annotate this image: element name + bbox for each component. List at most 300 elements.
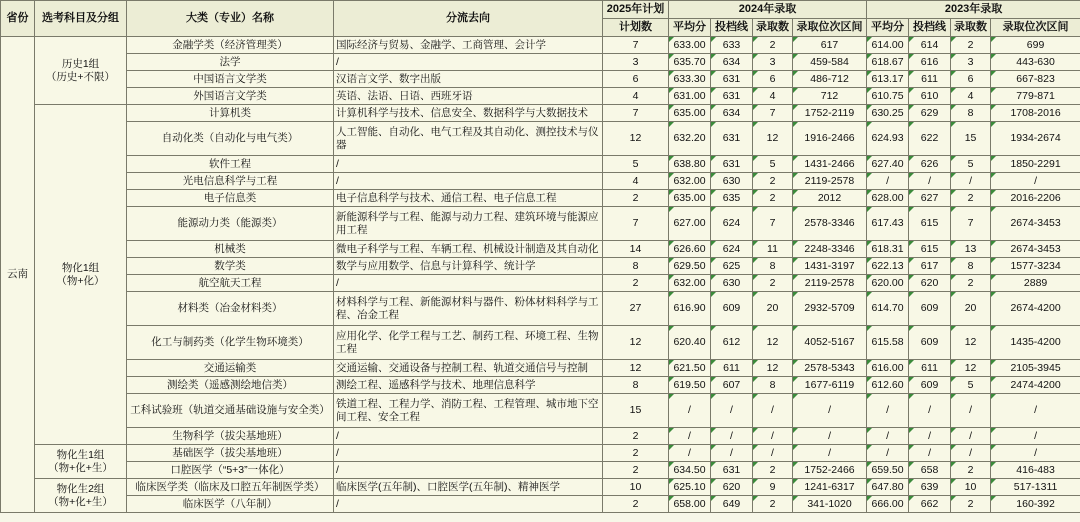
direction-cell: / [334, 275, 603, 292]
direction-cell: / [334, 496, 603, 513]
count-2024-cell: 5 [753, 156, 793, 173]
major-cell: 临床医学类（临床及口腔五年制医学类） [127, 479, 334, 496]
rank-2024-cell: / [793, 394, 867, 428]
table-row [1, 445, 1080, 462]
province-cell: 云南 [1, 37, 35, 513]
table-row [1, 292, 1080, 326]
count-2023-cell: / [951, 394, 991, 428]
direction-cell: / [334, 156, 603, 173]
rank-2024-cell: 1752-2119 [793, 105, 867, 122]
line-2024-cell: 620 [711, 479, 753, 496]
rank-2024-cell: 459-584 [793, 54, 867, 71]
direction-cell: 临床医学(五年制)、口腔医学(五年制)、精神医学 [334, 479, 603, 496]
rank-2024-cell: 2119-2578 [793, 275, 867, 292]
table-row [1, 190, 1080, 207]
rank-2024-cell: 1431-3197 [793, 258, 867, 275]
rank-2024-cell: 712 [793, 88, 867, 105]
rank-2024-cell: 1431-2466 [793, 156, 867, 173]
avg-2024-cell: 638.80 [669, 156, 711, 173]
avg-2024-cell: 619.50 [669, 377, 711, 394]
rank-2023-cell: 2474-4200 [991, 377, 1080, 394]
header-line-2024: 投档线 [711, 19, 753, 37]
avg-2024-cell: 627.00 [669, 207, 711, 241]
plan-count-cell: 8 [603, 258, 669, 275]
rank-2023-cell: 1708-2016 [991, 105, 1080, 122]
avg-2024-cell: / [669, 428, 711, 445]
count-2024-cell: 8 [753, 258, 793, 275]
line-2023-cell: 627 [909, 190, 951, 207]
plan-count-cell: 2 [603, 462, 669, 479]
avg-2023-cell: 666.00 [867, 496, 909, 513]
table-row [1, 258, 1080, 275]
rank-2024-cell: 1752-2466 [793, 462, 867, 479]
avg-2024-cell: 633.30 [669, 71, 711, 88]
rank-2024-cell: 2119-2578 [793, 173, 867, 190]
line-2023-cell: 615 [909, 241, 951, 258]
rank-2024-cell: / [793, 428, 867, 445]
count-2024-cell: 2 [753, 275, 793, 292]
line-2024-cell: / [711, 445, 753, 462]
header-avg-2023: 平均分 [867, 19, 909, 37]
count-2023-cell: 2 [951, 462, 991, 479]
header-plan-count: 计划数 [603, 19, 669, 37]
line-2024-cell: 631 [711, 462, 753, 479]
line-2023-cell: 617 [909, 258, 951, 275]
line-2023-cell: 622 [909, 122, 951, 156]
header-count-2023: 录取数 [951, 19, 991, 37]
plan-count-cell: 2 [603, 275, 669, 292]
count-2024-cell: 9 [753, 479, 793, 496]
count-2023-cell: 13 [951, 241, 991, 258]
header-plan-2025: 2025年计划 [603, 1, 669, 19]
line-2024-cell: 634 [711, 105, 753, 122]
avg-2024-cell: / [669, 445, 711, 462]
count-2024-cell: 8 [753, 377, 793, 394]
count-2023-cell: 2 [951, 190, 991, 207]
direction-cell: / [334, 462, 603, 479]
line-2024-cell: 624 [711, 207, 753, 241]
count-2024-cell: 6 [753, 71, 793, 88]
line-2023-cell: / [909, 428, 951, 445]
avg-2024-cell: 625.10 [669, 479, 711, 496]
line-2024-cell: 607 [711, 377, 753, 394]
avg-2023-cell: / [867, 428, 909, 445]
table-row [1, 37, 1080, 54]
header-admission-2024: 2024年录取 [669, 1, 867, 19]
rank-2023-cell: 1435-4200 [991, 326, 1080, 360]
major-cell: 交通运输类 [127, 360, 334, 377]
rank-2023-cell: 2674-3453 [991, 241, 1080, 258]
table-row [1, 326, 1080, 360]
rank-2023-cell: 2674-4200 [991, 292, 1080, 326]
avg-2024-cell: 632.20 [669, 122, 711, 156]
avg-2023-cell: 614.00 [867, 37, 909, 54]
line-2023-cell: 620 [909, 275, 951, 292]
rank-2023-cell: 699 [991, 37, 1080, 54]
direction-cell: / [334, 428, 603, 445]
rank-2024-cell: 1677-6119 [793, 377, 867, 394]
plan-count-cell: 2 [603, 428, 669, 445]
count-2024-cell: 7 [753, 105, 793, 122]
count-2024-cell: / [753, 428, 793, 445]
rank-2023-cell: 779-871 [991, 88, 1080, 105]
line-2023-cell: 615 [909, 207, 951, 241]
line-2024-cell: 609 [711, 292, 753, 326]
count-2023-cell: 2 [951, 275, 991, 292]
direction-cell: / [334, 54, 603, 71]
line-2024-cell: 630 [711, 275, 753, 292]
avg-2023-cell: 627.40 [867, 156, 909, 173]
rank-2024-cell: 4052-5167 [793, 326, 867, 360]
count-2024-cell: / [753, 394, 793, 428]
group-cell [35, 105, 127, 445]
table-row [1, 105, 1080, 122]
plan-count-cell: 4 [603, 173, 669, 190]
line-2024-cell: 631 [711, 156, 753, 173]
table-row [1, 156, 1080, 173]
plan-count-cell: 12 [603, 326, 669, 360]
line-2023-cell: 610 [909, 88, 951, 105]
count-2023-cell: 3 [951, 54, 991, 71]
major-cell: 光电信息科学与工程 [127, 173, 334, 190]
avg-2023-cell: 659.50 [867, 462, 909, 479]
major-cell: 测绘类（遥感测绘地信类） [127, 377, 334, 394]
line-2023-cell: 616 [909, 54, 951, 71]
table-row [1, 496, 1080, 513]
group-name: 历史1组 [61, 57, 100, 70]
count-2023-cell: / [951, 173, 991, 190]
count-2024-cell: / [753, 445, 793, 462]
line-2024-cell: 612 [711, 326, 753, 360]
table-row [1, 207, 1080, 241]
count-2024-cell: 2 [753, 190, 793, 207]
avg-2023-cell: 614.70 [867, 292, 909, 326]
header-rank-2023: 录取位次区间 [991, 19, 1080, 37]
count-2023-cell: 7 [951, 207, 991, 241]
group-cell [35, 479, 127, 513]
avg-2023-cell: 618.31 [867, 241, 909, 258]
avg-2024-cell: / [669, 394, 711, 428]
rank-2024-cell: 341-1020 [793, 496, 867, 513]
major-cell: 工科试验班（轨道交通基础设施与安全类） [127, 394, 334, 428]
line-2023-cell: 609 [909, 377, 951, 394]
major-cell: 生物科学（拔尖基地班） [127, 428, 334, 445]
avg-2023-cell: 647.80 [867, 479, 909, 496]
line-2023-cell: / [909, 173, 951, 190]
plan-count-cell: 8 [603, 377, 669, 394]
direction-cell: 英语、法语、日语、西班牙语 [334, 88, 603, 105]
table-row [1, 71, 1080, 88]
avg-2023-cell: / [867, 445, 909, 462]
group-cell [35, 445, 127, 479]
table-row [1, 479, 1080, 496]
major-cell: 中国语言文学类 [127, 71, 334, 88]
line-2023-cell: 609 [909, 326, 951, 360]
avg-2023-cell: / [867, 173, 909, 190]
rank-2023-cell: 160-392 [991, 496, 1080, 513]
rank-2024-cell: 2932-5709 [793, 292, 867, 326]
count-2023-cell: 12 [951, 326, 991, 360]
line-2023-cell: / [909, 394, 951, 428]
rank-2024-cell: 2578-5343 [793, 360, 867, 377]
table-row [1, 394, 1080, 428]
header-group: 选考科目及分组 [35, 1, 127, 37]
header-admission-2023: 2023年录取 [867, 1, 1080, 19]
header-province: 省份 [1, 1, 35, 37]
rank-2024-cell: / [793, 445, 867, 462]
direction-cell: 材料科学与工程、新能源材料与器件、粉体材料科学与工程、冶金工程 [334, 292, 603, 326]
avg-2024-cell: 635.00 [669, 105, 711, 122]
rank-2023-cell: / [991, 428, 1080, 445]
rank-2023-cell: 667-823 [991, 71, 1080, 88]
major-cell: 金融学类（经济管理类） [127, 37, 334, 54]
count-2024-cell: 2 [753, 496, 793, 513]
avg-2024-cell: 632.00 [669, 173, 711, 190]
major-cell: 口腔医学（“5+3”一体化） [127, 462, 334, 479]
plan-count-cell: 2 [603, 190, 669, 207]
count-2024-cell: 12 [753, 326, 793, 360]
plan-count-cell: 15 [603, 394, 669, 428]
header-major: 大类（专业）名称 [127, 1, 334, 37]
rank-2024-cell: 617 [793, 37, 867, 54]
count-2024-cell: 2 [753, 37, 793, 54]
direction-cell: 铁道工程、工程力学、消防工程、工程管理、城市地下空间工程、安全工程 [334, 394, 603, 428]
table-row [1, 88, 1080, 105]
line-2023-cell: 639 [909, 479, 951, 496]
group-subjects: （物+化+生） [48, 495, 113, 508]
avg-2023-cell: 612.60 [867, 377, 909, 394]
count-2023-cell: 4 [951, 88, 991, 105]
rank-2023-cell: 2889 [991, 275, 1080, 292]
major-cell: 数学类 [127, 258, 334, 275]
avg-2023-cell: 622.13 [867, 258, 909, 275]
plan-count-cell: 5 [603, 156, 669, 173]
plan-count-cell: 12 [603, 122, 669, 156]
rank-2023-cell: 2105-3945 [991, 360, 1080, 377]
group-subjects: （物+化） [56, 274, 105, 287]
count-2023-cell: 5 [951, 156, 991, 173]
group-name: 物化1组 [61, 261, 100, 274]
line-2024-cell: 611 [711, 360, 753, 377]
count-2023-cell: 15 [951, 122, 991, 156]
avg-2024-cell: 633.00 [669, 37, 711, 54]
avg-2023-cell: 613.17 [867, 71, 909, 88]
avg-2024-cell: 635.00 [669, 190, 711, 207]
direction-cell: 国际经济与贸易、金融学、工商管理、会计学 [334, 37, 603, 54]
rank-2023-cell: 1577-3234 [991, 258, 1080, 275]
count-2024-cell: 7 [753, 207, 793, 241]
line-2024-cell: 631 [711, 88, 753, 105]
rank-2024-cell: 1916-2466 [793, 122, 867, 156]
avg-2023-cell: 624.93 [867, 122, 909, 156]
direction-cell: 电子信息科学与技术、通信工程、电子信息工程 [334, 190, 603, 207]
major-cell: 电子信息类 [127, 190, 334, 207]
line-2023-cell: 609 [909, 292, 951, 326]
avg-2024-cell: 632.00 [669, 275, 711, 292]
rank-2023-cell: 2674-3453 [991, 207, 1080, 241]
header-count-2024: 录取数 [753, 19, 793, 37]
direction-cell: / [334, 445, 603, 462]
avg-2024-cell: 631.00 [669, 88, 711, 105]
line-2023-cell: 662 [909, 496, 951, 513]
line-2023-cell: 658 [909, 462, 951, 479]
rank-2024-cell: 1241-6317 [793, 479, 867, 496]
rank-2024-cell: 486-712 [793, 71, 867, 88]
line-2024-cell: / [711, 428, 753, 445]
count-2024-cell: 3 [753, 54, 793, 71]
count-2023-cell: 8 [951, 105, 991, 122]
line-2023-cell: 626 [909, 156, 951, 173]
rank-2023-cell: 2016-2206 [991, 190, 1080, 207]
line-2023-cell: 611 [909, 360, 951, 377]
table-row [1, 462, 1080, 479]
table-row [1, 428, 1080, 445]
header-direction: 分流去向 [334, 1, 603, 37]
count-2024-cell: 11 [753, 241, 793, 258]
avg-2024-cell: 616.90 [669, 292, 711, 326]
avg-2023-cell: 620.00 [867, 275, 909, 292]
plan-count-cell: 14 [603, 241, 669, 258]
major-cell: 能源动力类（能源类） [127, 207, 334, 241]
rank-2023-cell: 1850-2291 [991, 156, 1080, 173]
avg-2023-cell: / [867, 394, 909, 428]
line-2024-cell: 625 [711, 258, 753, 275]
direction-cell: 测绘工程、遥感科学与技术、地理信息科学 [334, 377, 603, 394]
plan-count-cell: 3 [603, 54, 669, 71]
rank-2023-cell: / [991, 394, 1080, 428]
avg-2024-cell: 620.40 [669, 326, 711, 360]
avg-2023-cell: 616.00 [867, 360, 909, 377]
count-2024-cell: 2 [753, 462, 793, 479]
header-rank-2024: 录取位次区间 [793, 19, 867, 37]
major-cell: 外国语言文学类 [127, 88, 334, 105]
group-name: 物化生1组 [56, 448, 105, 461]
plan-count-cell: 6 [603, 71, 669, 88]
avg-2023-cell: 628.00 [867, 190, 909, 207]
line-2023-cell: / [909, 445, 951, 462]
major-cell: 航空航天工程 [127, 275, 334, 292]
line-2024-cell: 630 [711, 173, 753, 190]
avg-2023-cell: 618.67 [867, 54, 909, 71]
count-2024-cell: 4 [753, 88, 793, 105]
table-row [1, 173, 1080, 190]
line-2024-cell: 624 [711, 241, 753, 258]
direction-cell: 新能源科学与工程、能源与动力工程、建筑环境与能源应用工程 [334, 207, 603, 241]
count-2023-cell: 12 [951, 360, 991, 377]
direction-cell: 数学与应用数学、信息与计算科学、统计学 [334, 258, 603, 275]
direction-cell: 人工智能、自动化、电气工程及其自动化、测控技术与仪器 [334, 122, 603, 156]
line-2023-cell: 614 [909, 37, 951, 54]
major-cell: 化工与制药类（化学生物环境类） [127, 326, 334, 360]
major-cell: 法学 [127, 54, 334, 71]
direction-cell: / [334, 173, 603, 190]
rank-2023-cell: 517-1311 [991, 479, 1080, 496]
avg-2024-cell: 621.50 [669, 360, 711, 377]
count-2024-cell: 20 [753, 292, 793, 326]
line-2023-cell: 629 [909, 105, 951, 122]
count-2023-cell: 2 [951, 37, 991, 54]
major-cell: 材料类（冶金材料类） [127, 292, 334, 326]
count-2023-cell: 10 [951, 479, 991, 496]
rank-2023-cell: / [991, 445, 1080, 462]
count-2024-cell: 12 [753, 360, 793, 377]
count-2023-cell: 8 [951, 258, 991, 275]
direction-cell: 汉语言文学、数字出版 [334, 71, 603, 88]
count-2023-cell: 20 [951, 292, 991, 326]
major-cell: 临床医学（八年制） [127, 496, 334, 513]
table-row [1, 54, 1080, 71]
direction-cell: 微电子科学与工程、车辆工程、机械设计制造及其自动化 [334, 241, 603, 258]
avg-2024-cell: 635.70 [669, 54, 711, 71]
major-cell: 自动化类（自动化与电气类） [127, 122, 334, 156]
plan-count-cell: 27 [603, 292, 669, 326]
count-2023-cell: / [951, 445, 991, 462]
direction-cell: 应用化学、化学工程与工艺、制药工程、环境工程、生物工程 [334, 326, 603, 360]
header-line-2023: 投档线 [909, 19, 951, 37]
rank-2023-cell: 1934-2674 [991, 122, 1080, 156]
avg-2024-cell: 626.60 [669, 241, 711, 258]
plan-count-cell: 2 [603, 496, 669, 513]
count-2024-cell: 2 [753, 173, 793, 190]
major-cell: 计算机类 [127, 105, 334, 122]
line-2023-cell: 611 [909, 71, 951, 88]
count-2023-cell: / [951, 428, 991, 445]
count-2023-cell: 5 [951, 377, 991, 394]
avg-2023-cell: 615.58 [867, 326, 909, 360]
plan-count-cell: 2 [603, 445, 669, 462]
avg-2024-cell: 658.00 [669, 496, 711, 513]
plan-count-cell: 7 [603, 207, 669, 241]
line-2024-cell: 631 [711, 122, 753, 156]
count-2023-cell: 6 [951, 71, 991, 88]
table-row [1, 360, 1080, 377]
line-2024-cell: / [711, 394, 753, 428]
avg-2023-cell: 630.25 [867, 105, 909, 122]
plan-count-cell: 10 [603, 479, 669, 496]
rank-2023-cell: 443-630 [991, 54, 1080, 71]
avg-2023-cell: 617.43 [867, 207, 909, 241]
rank-2023-cell: 416-483 [991, 462, 1080, 479]
table-row [1, 122, 1080, 156]
header-avg-2024: 平均分 [669, 19, 711, 37]
group-subjects: （物+化+生） [48, 461, 113, 474]
avg-2024-cell: 634.50 [669, 462, 711, 479]
rank-2024-cell: 2012 [793, 190, 867, 207]
group-cell [35, 37, 127, 105]
line-2024-cell: 634 [711, 54, 753, 71]
avg-2024-cell: 629.50 [669, 258, 711, 275]
group-subjects: （历史+不限） [45, 70, 116, 83]
major-cell: 软件工程 [127, 156, 334, 173]
avg-2023-cell: 610.75 [867, 88, 909, 105]
plan-count-cell: 12 [603, 360, 669, 377]
rank-2024-cell: 2248-3346 [793, 241, 867, 258]
table-row [1, 377, 1080, 394]
group-name: 物化生2组 [56, 482, 105, 495]
line-2024-cell: 649 [711, 496, 753, 513]
plan-count-cell: 7 [603, 105, 669, 122]
rank-2024-cell: 2578-3346 [793, 207, 867, 241]
table-row [1, 275, 1080, 292]
table-row [1, 241, 1080, 258]
plan-count-cell: 4 [603, 88, 669, 105]
count-2024-cell: 12 [753, 122, 793, 156]
major-cell: 基础医学（拔尖基地班） [127, 445, 334, 462]
line-2024-cell: 635 [711, 190, 753, 207]
plan-count-cell: 7 [603, 37, 669, 54]
direction-cell: 交通运输、交通设备与控制工程、轨道交通信号与控制 [334, 360, 603, 377]
direction-cell: 计算机科学与技术、信息安全、数据科学与大数据技术 [334, 105, 603, 122]
